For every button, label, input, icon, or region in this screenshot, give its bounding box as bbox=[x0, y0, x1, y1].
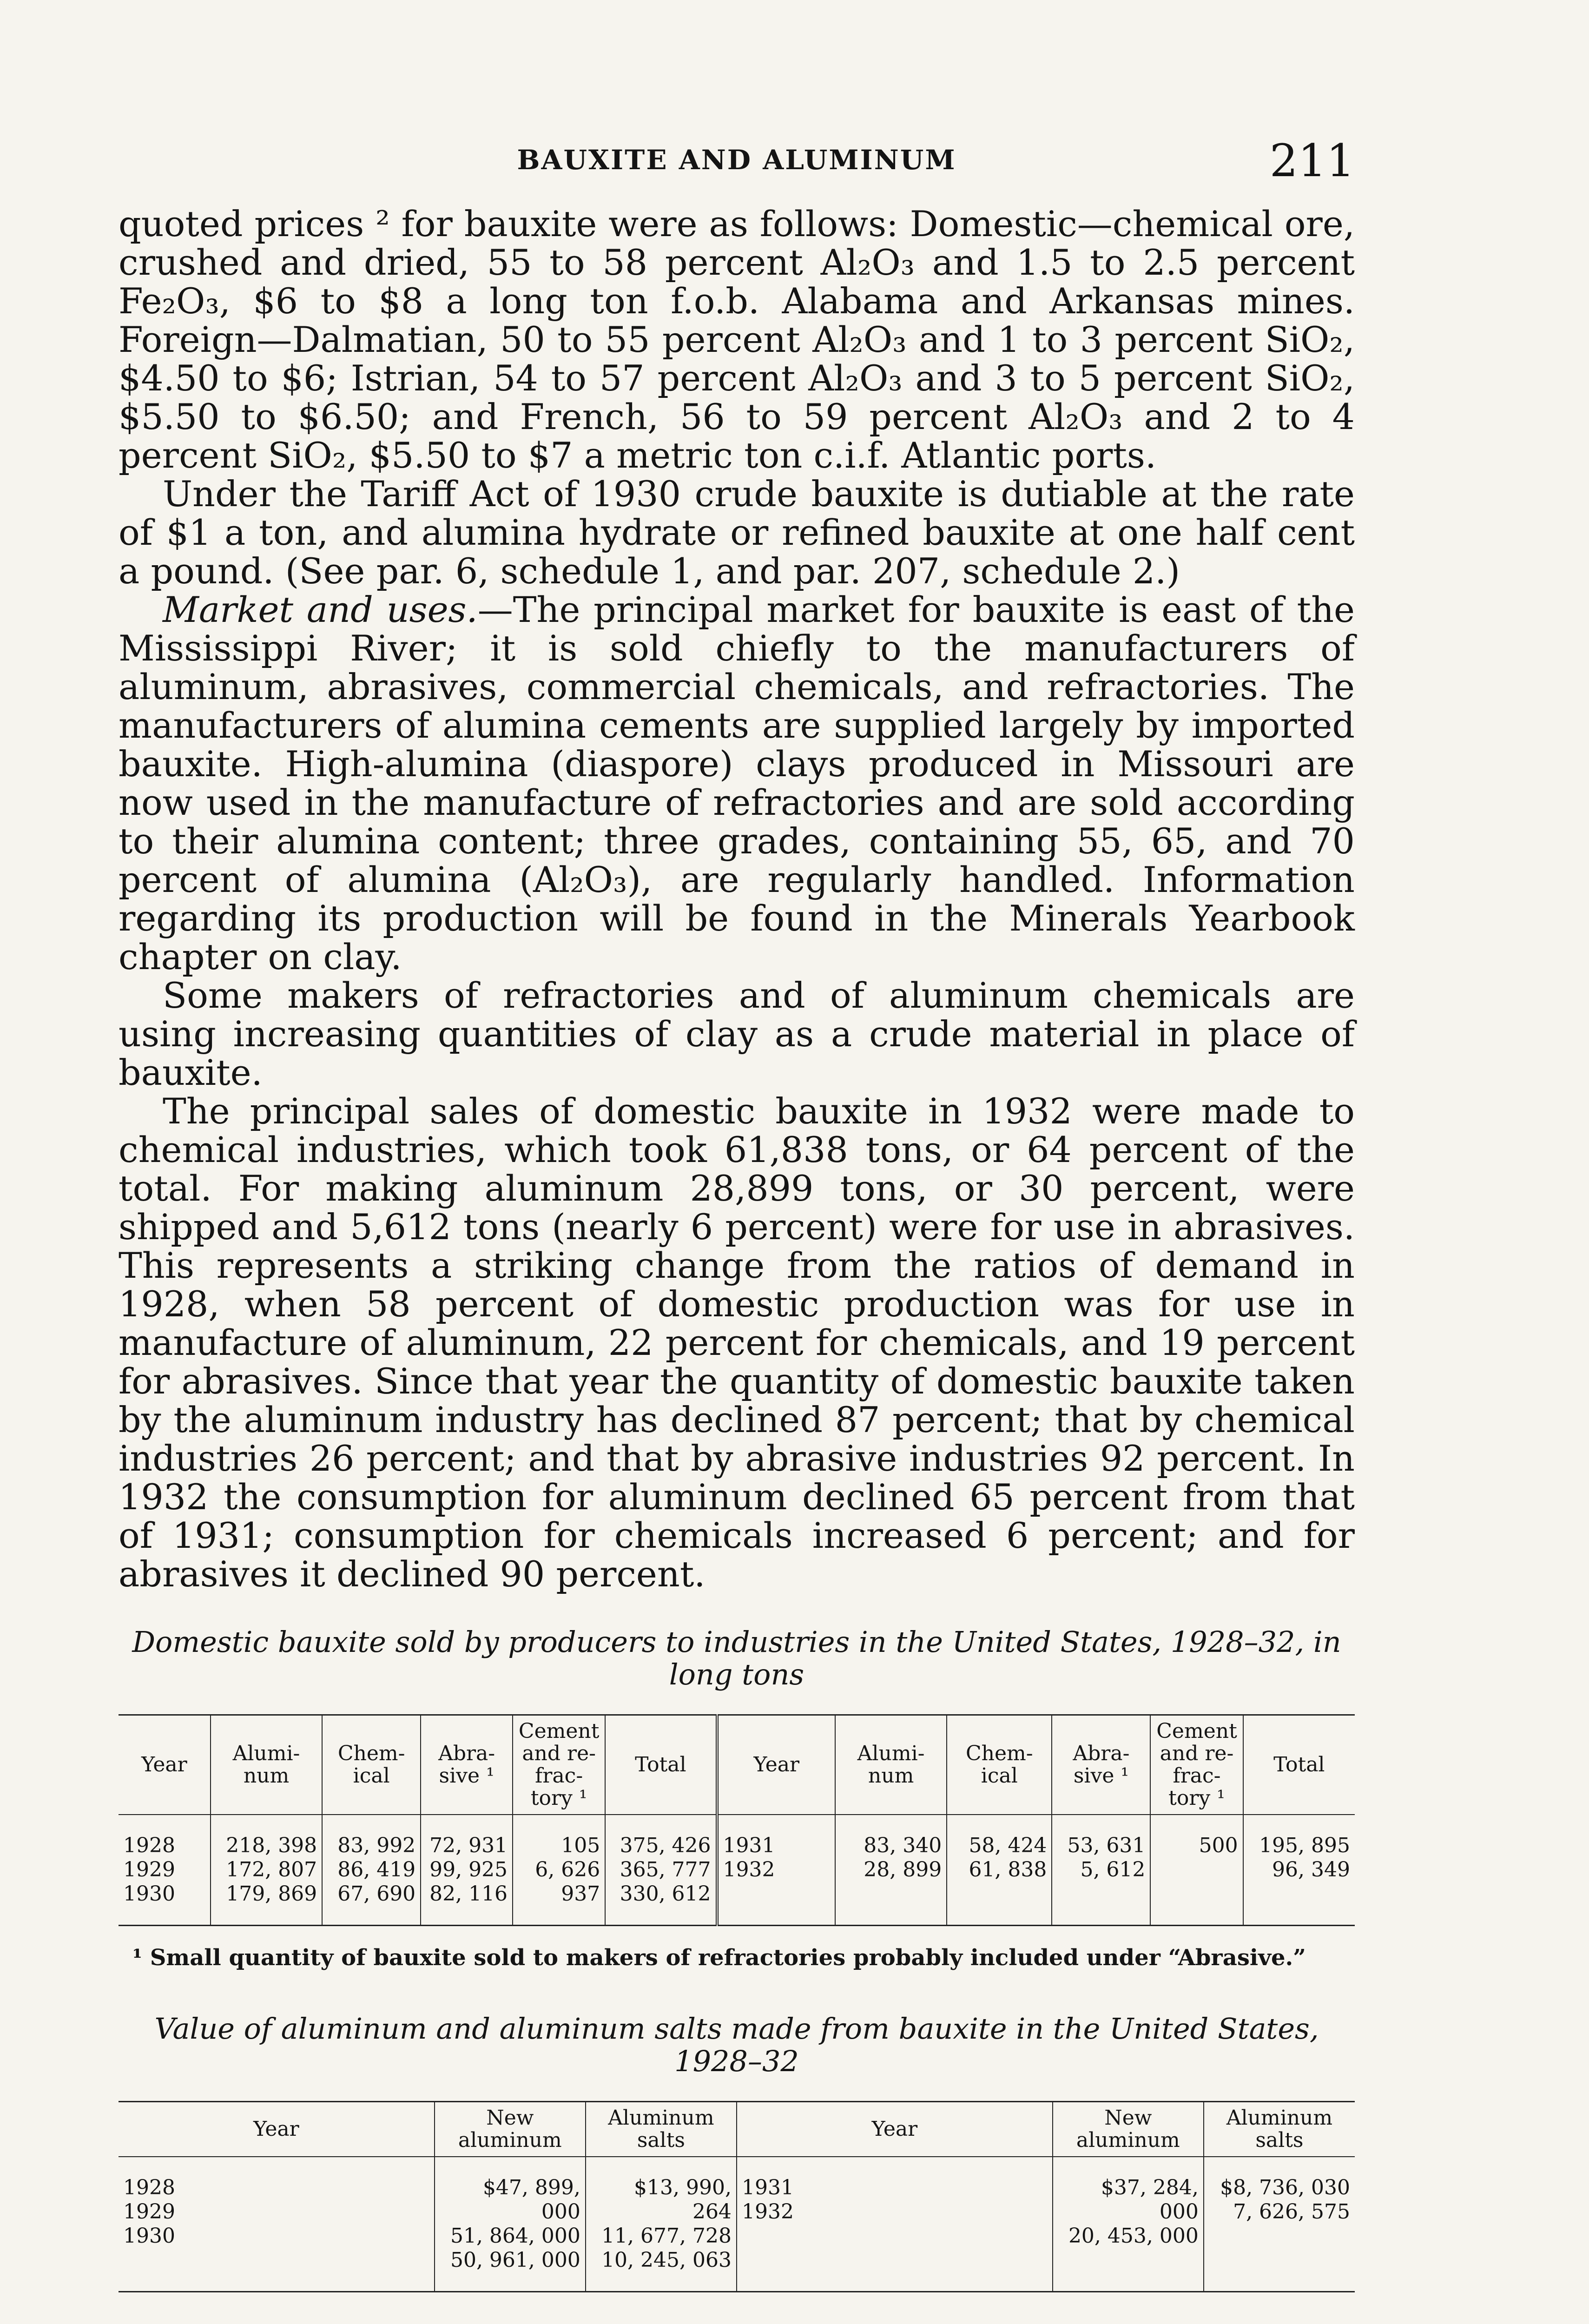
aluminum-value-table bbox=[119, 2101, 1355, 2292]
t2-header-new-aluminum: New aluminum bbox=[435, 2102, 586, 2157]
paragraph-market bbox=[119, 590, 1355, 976]
t1-cement-left: 105 6, 626 937 bbox=[513, 1815, 605, 1926]
t1-header-aluminum: Alumi- num bbox=[211, 1715, 322, 1815]
table1-footnote: ¹ Small quantity of bauxite sold to makers of refractories probably included under “Abrasive.” bbox=[132, 1945, 1306, 1971]
t2-header-salts-2: Aluminum salts bbox=[1204, 2102, 1355, 2157]
t1-abrasive-left: 72, 931 99, 925 82, 116 bbox=[421, 1815, 513, 1926]
t1-cement-right: 500 bbox=[1150, 1815, 1243, 1926]
t2-header-new-aluminum-2: New aluminum bbox=[1053, 2102, 1204, 2157]
t1-header-chemical: Chem- ical bbox=[322, 1715, 421, 1815]
t1-header-abrasive: Abra- sive ¹ bbox=[421, 1715, 513, 1815]
t1-chemical-right: 58, 424 61, 838 bbox=[947, 1815, 1052, 1926]
t1-years-left: 1928 1929 1930 bbox=[123, 1834, 175, 1906]
paragraph-sales: The principal sales of domestic bauxite in 1932 were made to chemical industries, which took 61,838 tons, or 64 percent of the total. For making aluminum 28,899 tons, or 30 percent, were shipped and 5,612 tons (nearly 6 percent) were for use in abrasives. This represents a striking change from the ratios of demand in 1928, when 58 percent of domestic production was for use in manufacture of aluminum, 22 percent for chemicals, and 19 percent for abrasives. Since that year the quantity of domestic bauxite taken by the aluminum industry has declined 87 percent; that by chemical industries 26 percent; and that by abrasive industries 92 percent. In 1932 the consumption for aluminum declined 65 percent from that of 1931; consumption for chemicals increased 6 percent; and for abrasives it declined 90 percent. bbox=[119, 1090, 1355, 1595]
t1-header-total: Total bbox=[605, 1715, 717, 1815]
market-uses-text: —The principal market for bauxite is east of the Mississippi River; it is sold chiefly to the manufacturers of aluminum, abrasives, commercial chemicals, and refractories. The manufacturers of alumina cements are supplied largely by imported bauxite. High-alumina (diaspore) clays produced in Missouri are now used in the manufacture of refractories and are sold according to their alumina content; three grades, containing 55, 65, and 70 percent of alumina (Al₂O₃), are regularly handled. Information regarding its production will be found in the Minerals Yearbook chapter on clay. bbox=[119, 589, 1355, 977]
t1-aluminum-right: 83, 340 28, 899 bbox=[835, 1815, 947, 1926]
t2-years-left: 1928 1929 1930 bbox=[123, 2176, 175, 2248]
t1-aluminum-left: 218, 398 172, 807 179, 869 bbox=[211, 1815, 322, 1926]
market-uses-heading: Market and uses. bbox=[163, 589, 478, 630]
t2-new-aluminum-left: $47, 899, 000 51, 864, 000 50, 961, 000 bbox=[435, 2157, 586, 2292]
page-number: 211 bbox=[1269, 135, 1355, 187]
table2-caption: Value of aluminum and aluminum salts made from bauxite in the United States, 1928–32 bbox=[154, 2012, 1319, 2078]
t2-new-aluminum-right: $37, 284, 000 20, 453, 000 bbox=[1053, 2157, 1204, 2292]
t1-chemical-left: 83, 992 86, 419 67, 690 bbox=[322, 1815, 421, 1926]
t1-header-chemical-2: Chem- ical bbox=[947, 1715, 1052, 1815]
table-row bbox=[119, 1815, 1355, 1926]
t2-salts-right: $8, 736, 030 7, 626, 575 bbox=[1204, 2157, 1355, 2292]
t1-header-cement-2: Cement and re- frac- tory ¹ bbox=[1150, 1715, 1243, 1815]
table1-caption: Domestic bauxite sold by producers to industries in the United States, 1928–32, in long tons bbox=[132, 1625, 1341, 1691]
t2-header-salts: Aluminum salts bbox=[586, 2102, 737, 2157]
t1-header-year-2: Year bbox=[717, 1715, 835, 1815]
page bbox=[119, 135, 1355, 2324]
bauxite-sold-table bbox=[119, 1714, 1355, 1926]
t2-salts-left: $13, 990, 264 11, 677, 728 10, 245, 063 bbox=[586, 2157, 737, 2292]
t1-total-right: 195, 895 96, 349 bbox=[1243, 1815, 1355, 1926]
t2-header-year: Year bbox=[119, 2102, 435, 2157]
paragraph-prices: quoted prices ² for bauxite were as follows: Domestic—chemical ore, crushed and dried, 55 to 58 percent Al₂O₃ and 1.5 to 2.5 percent Fe₂O₃, $6 to $8 a long ton f.o.b. Alabama and Arkansas mines. Foreign—Dalmatian, 50 to 55 percent Al₂O₃ and 1 to 3 percent SiO₂, $4.50 to $6; Istrian, 54 to 57 percent Al₂O₃ and 3 to 5 percent SiO₂, $5.50 to $6.50; and French, 56 to 59 percent Al₂O₃ and 2 to 4 percent SiO₂, $5.50 to $7 a metric ton c.i.f. Atlantic ports. bbox=[119, 203, 1355, 476]
t1-header-total-2: Total bbox=[1243, 1715, 1355, 1815]
t1-years-right: 1931 1932 bbox=[717, 1815, 835, 1926]
running-title: BAUXITE AND ALUMINUM bbox=[517, 144, 956, 176]
t1-header-cement: Cement and re- frac- tory ¹ bbox=[513, 1715, 605, 1815]
paragraph-tariff: Under the Tariff Act of 1930 crude bauxite is dutiable at the rate of $1 a ton, and alumina hydrate or refined bauxite at one half cent a pound. (See par. 6, schedule 1, and par. 207, schedule 2.) bbox=[119, 473, 1355, 592]
table-row bbox=[119, 2157, 1355, 2292]
body-text bbox=[119, 205, 1355, 1593]
t1-abrasive-right: 53, 631 5, 612 bbox=[1052, 1815, 1150, 1926]
paragraph-clay: Some makers of refractories and of aluminum chemicals are using increasing quantities of clay as a crude material in place of bauxite. bbox=[119, 975, 1355, 1093]
t2-years-right: 1931 1932 bbox=[737, 2157, 1053, 2292]
t2-header-year-2: Year bbox=[737, 2102, 1053, 2157]
t1-header-year: Year bbox=[119, 1715, 211, 1815]
t1-header-aluminum-2: Alumi- num bbox=[835, 1715, 947, 1815]
page-header bbox=[119, 135, 1355, 205]
t1-header-abrasive-2: Abra- sive ¹ bbox=[1052, 1715, 1150, 1815]
t1-total-left: 375, 426 365, 777 330, 612 bbox=[605, 1815, 717, 1926]
